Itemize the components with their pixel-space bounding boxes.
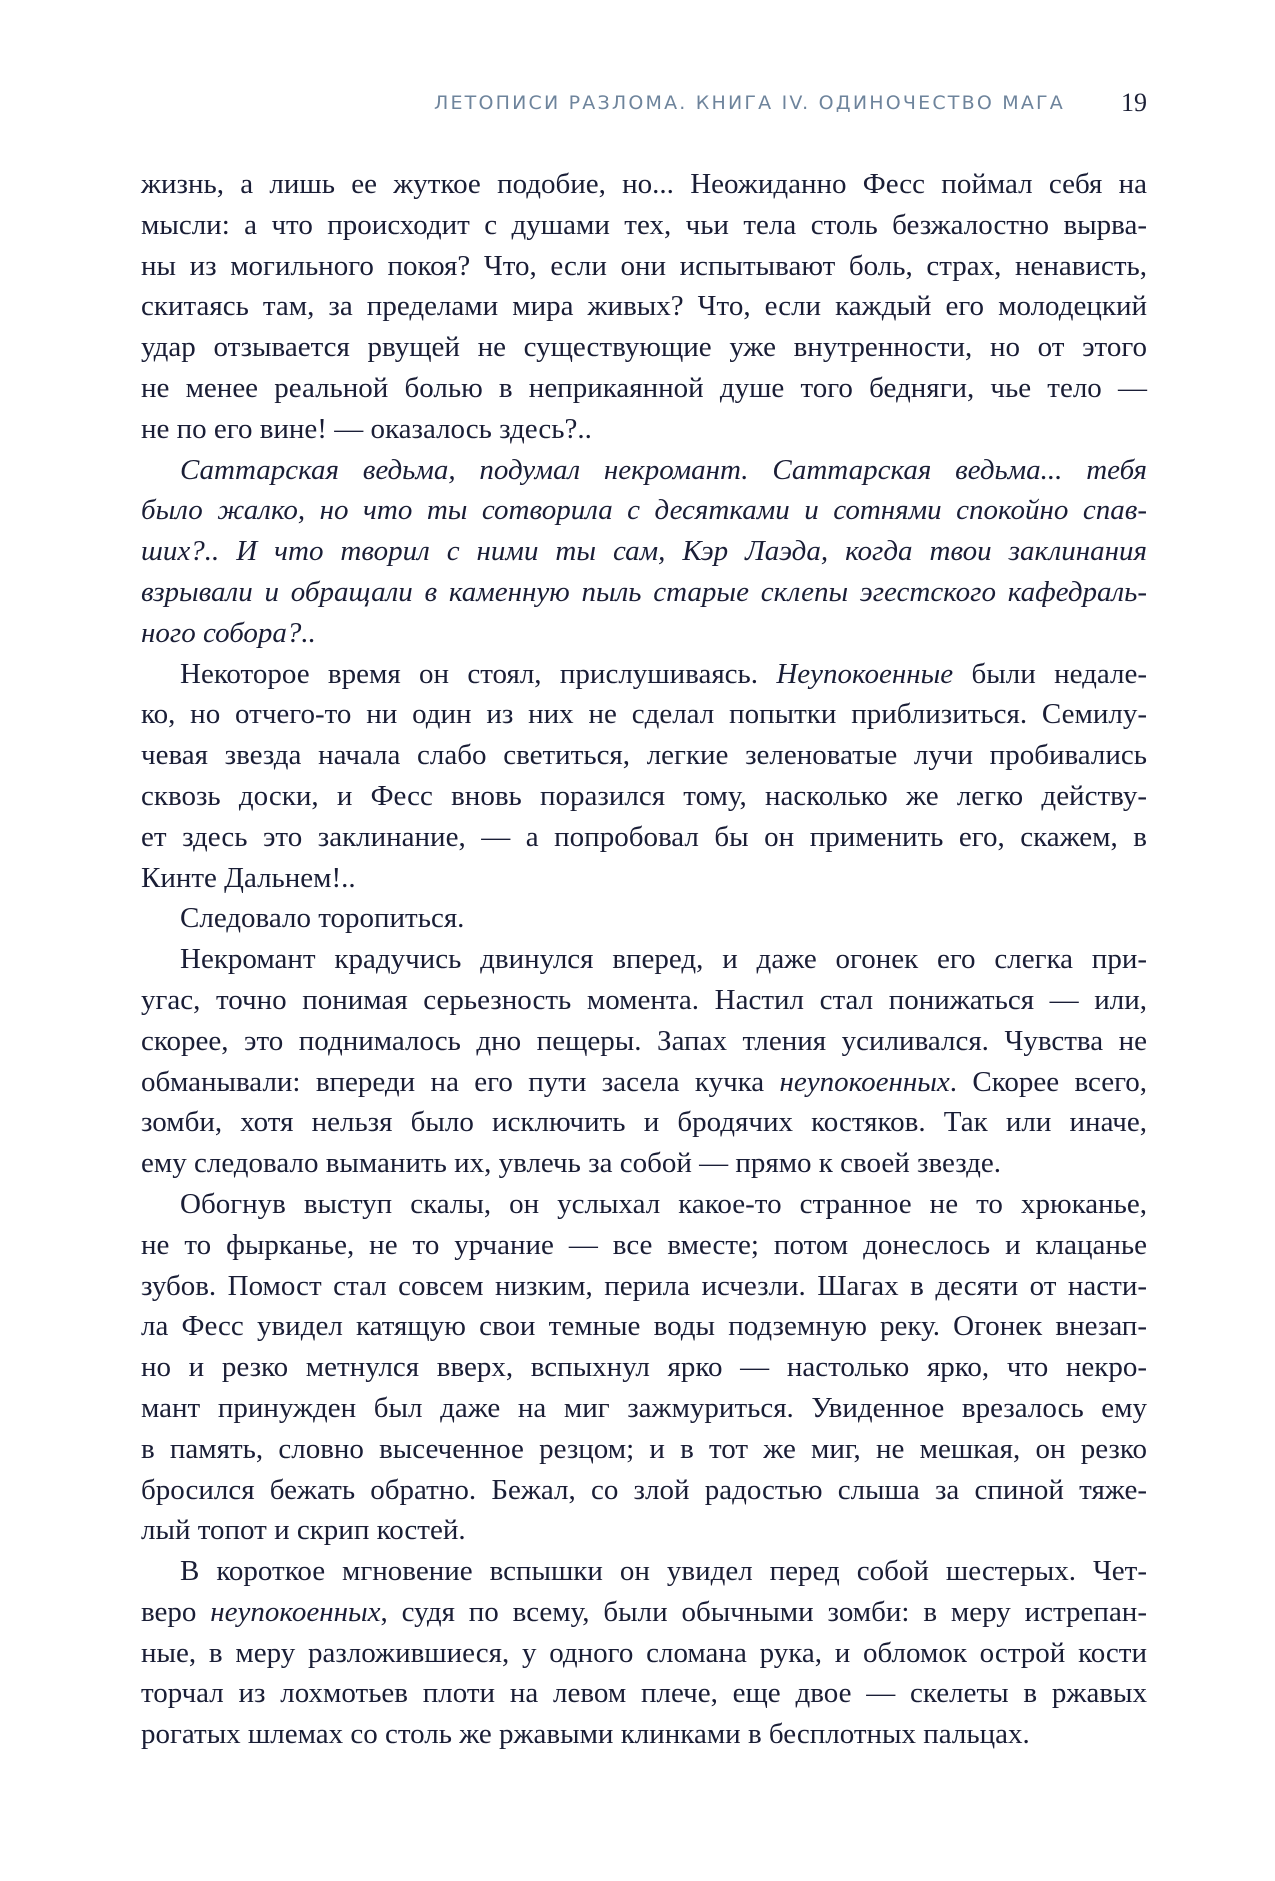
- text-line: ко, но отчего-то ни один из них не сделал попытки приблизиться. Семилу-: [141, 698, 1147, 731]
- text-line: ет здесь это заклинание, — а попробовал бы он применить его, скажем, в: [141, 820, 1147, 853]
- text-line: но и резко метнулся вверх, вспыхнул ярко — настолько ярко, что некро-: [141, 1351, 1147, 1384]
- text-line: Саттарская ведьма, подумал некромант. Саттарская ведьма... тебя: [180, 453, 1147, 486]
- text-line: рогатых шлемах со столь же ржавыми клинками в бесплотных пальцах.: [141, 1718, 1030, 1751]
- text-line: ного собора?..: [141, 616, 316, 649]
- text-line: Кинте Дальнем!..: [141, 861, 356, 894]
- text-line: жизнь, а лишь ее жуткое подобие, но... Неожиданно Фесс поймал себя на: [141, 168, 1147, 200]
- text-line: мысли: а что происходит с душами тех, чьи тела столь безжалостно вырва-: [141, 208, 1147, 241]
- text-line: Обогнув выступ скалы, он услыхал какое-то странное не то хрюканье,: [180, 1187, 1147, 1220]
- body-text: [141, 164, 1147, 1755]
- text-line: скитаясь там, за пределами мира живых? Что, если каждый его молодецкий: [141, 290, 1147, 323]
- text-line: [141, 654, 1147, 695]
- text-line: ших?.. И что творил с ними ты сам, Кэр Лаэда, когда твои заклинания: [141, 535, 1147, 568]
- text-line: Некромант крадучись двинулся вперед, и даже огонек его слегка при-: [180, 943, 1147, 976]
- text-line: бросился бежать обратно. Бежал, со злой радостью слыша за спиной тяже-: [141, 1473, 1147, 1506]
- text-segment: веро: [141, 1595, 211, 1628]
- text-line: удар отзывается рвущей не существующие уже внутренности, но от этого: [141, 331, 1147, 364]
- paragraph: [141, 898, 1147, 939]
- text-line: В короткое мгновение вспышки он увидел перед собой шестерых. Чет-: [180, 1555, 1147, 1588]
- text-line: торчал из лохмотьев плоти на левом плече, еще двое — скелеты в ржавых: [141, 1677, 1147, 1710]
- text-line: зубов. Помост стал совсем низким, перила исчезли. Шагах в десяти от насти-: [141, 1269, 1147, 1302]
- text-line: сквозь доски, и Фесс вновь поразился тому, насколько же легко действу-: [141, 779, 1147, 812]
- text-line: было жалко, но что ты сотворила с десятками и сотнями спокойно спав-: [141, 494, 1147, 527]
- text-line: не по его вине! — оказалось здесь?..: [141, 412, 592, 445]
- text-line: ла Фесс увидел катящую свои темные воды подземную реку. Огонек внезап-: [141, 1310, 1147, 1343]
- text-line: ны из могильного покоя? Что, если они испытывают боль, страх, ненависть,: [141, 249, 1147, 282]
- text-line: мант принужден был даже на миг зажмуриться. Увиденное врезалось ему: [141, 1391, 1147, 1424]
- text-segment: , судя по всему, были обычными зомби: в меру истрепан-: [380, 1595, 1147, 1628]
- paragraph: [141, 450, 1147, 654]
- text-segment: обманывали: впереди на его пути засела кучка: [141, 1065, 780, 1098]
- page-number: 19: [1121, 88, 1147, 117]
- text-segment: были недале-: [953, 657, 1147, 690]
- text-line: [141, 1592, 1147, 1633]
- paragraph: [141, 1184, 1147, 1551]
- text-line: лый топот и скрип костей.: [141, 1514, 466, 1547]
- text-line: не менее реальной болью в неприкаянной душе того бедняги, чье тело —: [141, 371, 1147, 404]
- italic-emphasis: неупокоенных: [210, 1595, 381, 1628]
- text-line: Следовало торопиться.: [180, 902, 465, 935]
- text-line: в память, словно высеченное резцом; и в тот же миг, не мешкая, он резко: [141, 1432, 1147, 1465]
- text-line: не то фырканье, не то урчание — все вместе; потом донеслось и клацанье: [141, 1228, 1147, 1261]
- text-segment: Некоторое время он стоял, прислушиваясь.: [180, 657, 777, 690]
- paragraph: [141, 654, 1147, 899]
- paragraph: [141, 1551, 1147, 1755]
- text-line: скорее, это поднималось дно пещеры. Запах тления усиливался. Чувства не: [141, 1024, 1147, 1057]
- paragraph: [141, 164, 1147, 450]
- text-line: [141, 1062, 1147, 1103]
- text-line: чевая звезда начала слабо светиться, легкие зеленоватые лучи пробивались: [141, 739, 1147, 772]
- text-line: зомби, хотя нельзя было исключить и бродячих костяков. Так или иначе,: [141, 1106, 1147, 1139]
- italic-emphasis: Неупокоенные: [776, 657, 954, 690]
- paragraph: [141, 939, 1147, 1184]
- text-line: угас, точно понимая серьезность момента. Настил стал понижаться — или,: [141, 983, 1147, 1016]
- text-segment: . Скорее всего,: [949, 1065, 1147, 1098]
- text-line: взрывали и обращали в каменную пыль старые склепы эгестского кафедраль-: [141, 575, 1147, 608]
- text-line: ему следовало выманить их, увлечь за собой — прямо к своей звезде.: [141, 1147, 1002, 1180]
- italic-emphasis: неупокоенных: [779, 1065, 950, 1098]
- text-line: ные, в меру разложившиеся, у одного сломана рука, и обломок острой кости: [141, 1636, 1147, 1669]
- running-head: ЛЕТОПИСИ РАЗЛОМА. КНИГА IV. ОДИНОЧЕСТВО МАГА: [433, 92, 1065, 114]
